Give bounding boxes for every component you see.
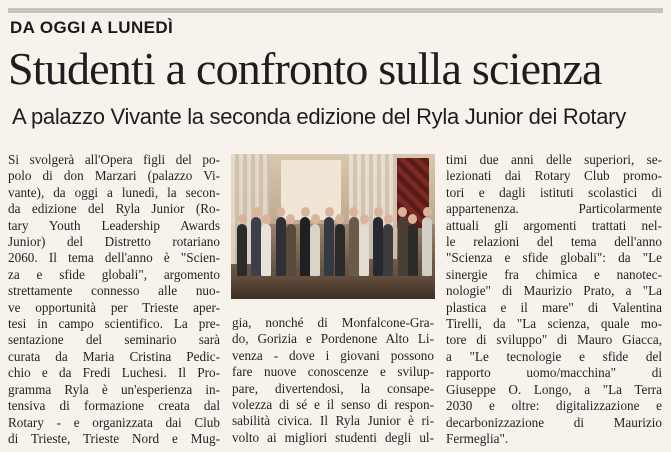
text-line: do, Gorizia e Pordenone Alto Li- <box>232 331 434 347</box>
text-line: Giuseppe O. Longo, a "La Terra <box>446 381 662 397</box>
headline: Studenti a confronto sulla scienza <box>8 43 602 94</box>
text-line: timi due anni delle superiori, se- <box>446 152 662 167</box>
photo-person <box>359 224 369 276</box>
kicker: DA OGGI A LUNEDÌ <box>10 18 174 37</box>
text-line: venza - dove i giovani possono <box>232 347 434 363</box>
text-line: rapporto uomo/macchina" di <box>446 365 662 381</box>
photo-person-head <box>325 207 334 217</box>
photo-person <box>373 217 383 276</box>
photo-person <box>237 224 247 276</box>
text-line: tore di sviluppo" di Mauro Giacca, <box>446 332 662 348</box>
text-line: "Scienza e sfide globali": da "Le <box>446 250 662 266</box>
text-line: sabilità civica. Il Ryla Junior è ri- <box>232 413 434 429</box>
text-line: tori e dagli istituti scolastici di <box>446 184 662 200</box>
text-line: a "Le tecnologie e sfide del <box>446 348 662 364</box>
text-line: Tirelli, da "La scienza, quale mo- <box>446 316 662 332</box>
text-line: appartenenza. Particolarmente <box>446 201 662 217</box>
photo-person <box>335 224 345 276</box>
text-line: le relazioni del tema dell'anno <box>446 234 662 250</box>
text-line: curata da Maria Cristina Pedic- <box>8 348 220 364</box>
photo-floor <box>231 272 435 299</box>
photo-person-head <box>384 214 393 224</box>
text-line: Si svolgerà all'Opera figli del po- <box>8 152 220 167</box>
text-line: 2030 e oltre: digitalizzazione e <box>446 398 662 414</box>
text-line: strettamente connesso alle nuo- <box>8 283 220 299</box>
photo-person <box>300 217 310 276</box>
text-line: sinergie fra chimica e nanotec- <box>446 266 662 282</box>
text-line: chio e da Fredi Luchesi. Il Pro- <box>8 365 220 381</box>
photo-person-head <box>262 214 271 224</box>
text-line: attuali gli argomenti trattati nel- <box>446 217 662 233</box>
article-column-2 <box>232 315 434 446</box>
photo-person-head <box>311 214 320 224</box>
text-line: gia, nonché di Monfalcone-Gra- <box>232 315 434 330</box>
photo-person <box>286 224 296 276</box>
text-line: tesi in campo scientifico. La pre- <box>8 316 220 332</box>
text-line: sentazione del seminario sarà <box>8 332 220 348</box>
photo-person <box>310 224 320 276</box>
photo-person-head <box>238 214 247 224</box>
text-line: da edizione del Ryla Junior (Ro- <box>8 201 220 217</box>
text-line: polo di don Marzari (palazzo Vi- <box>8 168 220 184</box>
photo-person <box>349 217 359 276</box>
text-line: ve opportunità per Trieste aper- <box>8 299 220 315</box>
photo-person <box>408 224 418 276</box>
text-line: nologie" di Maurizio Prato, a "La <box>446 283 662 299</box>
text-line: plastica e il mare" di Valentina <box>446 299 662 315</box>
text-line: Fermeglia". <box>446 430 509 446</box>
photo-person <box>398 217 408 276</box>
photo-person <box>422 217 432 276</box>
photo-person <box>261 224 271 276</box>
text-line: decarbonizzazione di Maurizio <box>446 414 662 430</box>
photo-person-head <box>252 207 261 217</box>
photo-person <box>383 224 393 276</box>
text-line: volto ai migliori studenti degli ul- <box>232 429 434 445</box>
photo-person-head <box>374 207 383 217</box>
text-line: tensiva di formazione creata dal <box>8 398 220 414</box>
photo-person-head <box>423 207 432 217</box>
photo-person <box>324 217 334 276</box>
subheadline: A palazzo Vivante la seconda edizione del Ryla Junior dei Rotary <box>12 104 626 129</box>
photo-person-head <box>360 214 369 224</box>
text-line: Rotary - e organizzata dai Club <box>8 414 220 430</box>
text-line: za e sfide globali", argomento <box>8 266 220 282</box>
text-line: Junior) del Distretto rotariano <box>8 234 220 250</box>
text-line: lezionati dai Rotary Club promo- <box>446 168 662 184</box>
photo-person <box>276 217 286 276</box>
photo-person-head <box>301 207 310 217</box>
text-line: 2060. Il tema dell'anno è "Scien- <box>8 250 220 266</box>
text-line: di Trieste, Trieste Nord e Mug- <box>8 430 220 446</box>
group-photo <box>231 154 435 299</box>
text-line: pare, divertendosi, la consape- <box>232 380 434 396</box>
text-line: vante), da oggi a lunedì, la secon- <box>8 184 220 200</box>
text-line: gramma Ryla è un'esperienza in- <box>8 381 220 397</box>
photo-person <box>251 217 261 276</box>
text-line: fare nuove conoscenze e svilup- <box>232 364 434 380</box>
top-rule <box>8 8 663 13</box>
text-line: volezza di sé e il senso di respon- <box>232 397 434 413</box>
article-column-3 <box>446 152 662 447</box>
text-line: tary Youth Leadership Awards <box>8 217 220 233</box>
article-column-1 <box>8 152 220 447</box>
